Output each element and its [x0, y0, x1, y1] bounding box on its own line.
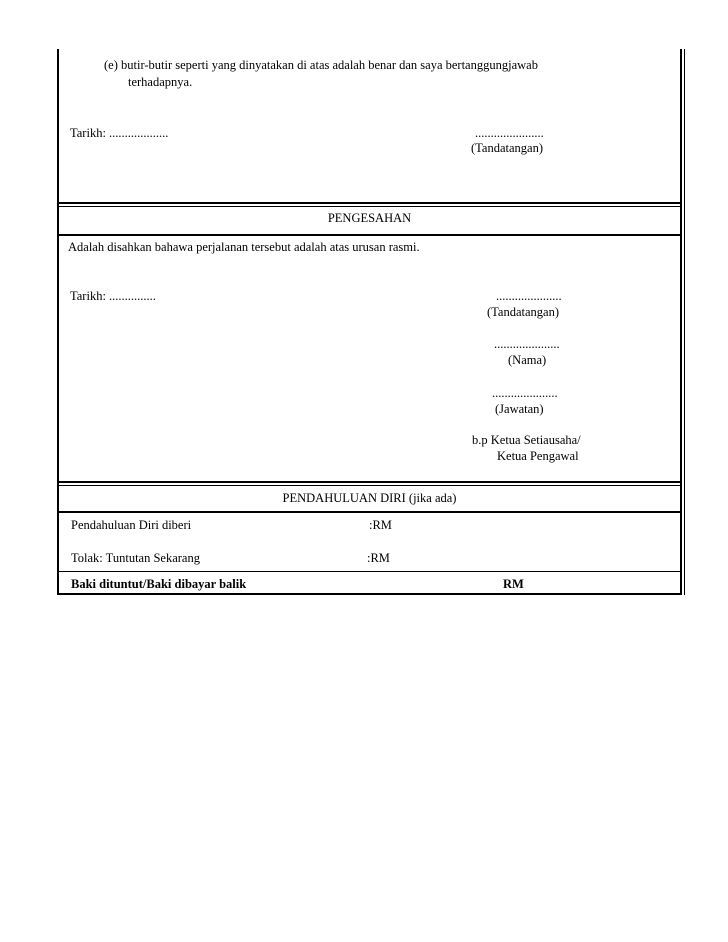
pendahuluan-balance-value: RM — [503, 577, 524, 591]
pengesahan-statement: Adalah disahkan bahawa perjalanan tersebut adalah atas urusan rasmi. — [68, 240, 420, 254]
claim-form — [57, 49, 682, 595]
declaration-date-field: Tarikh: ................... — [70, 126, 169, 140]
pendahuluan-balance-label: Baki dituntut/Baki dibayar balik — [71, 577, 247, 591]
pengesahan-heading: PENGESAHAN — [327, 211, 412, 225]
pendahuluan-row1-value: :RM — [369, 518, 392, 532]
declaration-signature-dots: ...................... — [475, 126, 544, 140]
section-divider-inner — [57, 206, 682, 207]
declaration-signature-label: (Tandatangan) — [471, 141, 544, 155]
declaration-item-e-line1: (e) butir-butir seperti yang dinyatakan di atas adalah benar dan saya bertanggungjawab — [104, 58, 538, 72]
form-right-border-outer — [684, 49, 685, 595]
pendahuluan-heading: PENDAHULUAN DIRI (jika ada) — [282, 491, 457, 505]
pengesahan-name-dots: ..................... — [494, 337, 560, 351]
pengesahan-heading-divider — [57, 234, 682, 236]
declaration-item-e-line2: terhadapnya. — [128, 75, 193, 89]
pengesahan-signature-dots: ..................... — [496, 289, 562, 303]
pengesahan-bp-line2: Ketua Pengawal — [497, 449, 579, 463]
section-divider — [57, 481, 682, 483]
section-divider — [57, 202, 682, 204]
pengesahan-name-label: (Nama) — [508, 353, 547, 367]
pendahuluan-row2-label: Tolak: Tuntutan Sekarang — [71, 551, 200, 565]
pengesahan-bp-line1: b.p Ketua Setiausaha/ — [472, 433, 581, 447]
pengesahan-signature-label: (Tandatangan) — [487, 305, 560, 319]
form-right-border — [680, 49, 682, 595]
section-divider-inner — [57, 485, 682, 486]
pengesahan-position-label: (Jawatan) — [495, 402, 544, 416]
pendahuluan-row-divider — [57, 571, 682, 572]
pendahuluan-row2-value: :RM — [367, 551, 390, 565]
pendahuluan-row1-label: Pendahuluan Diri diberi — [71, 518, 192, 532]
pendahuluan-heading-divider — [57, 511, 682, 513]
form-left-border — [57, 49, 59, 595]
pengesahan-position-dots: ..................... — [492, 386, 558, 400]
form-bottom-border — [57, 593, 682, 595]
pengesahan-date-field: Tarikh: ............... — [70, 289, 156, 303]
